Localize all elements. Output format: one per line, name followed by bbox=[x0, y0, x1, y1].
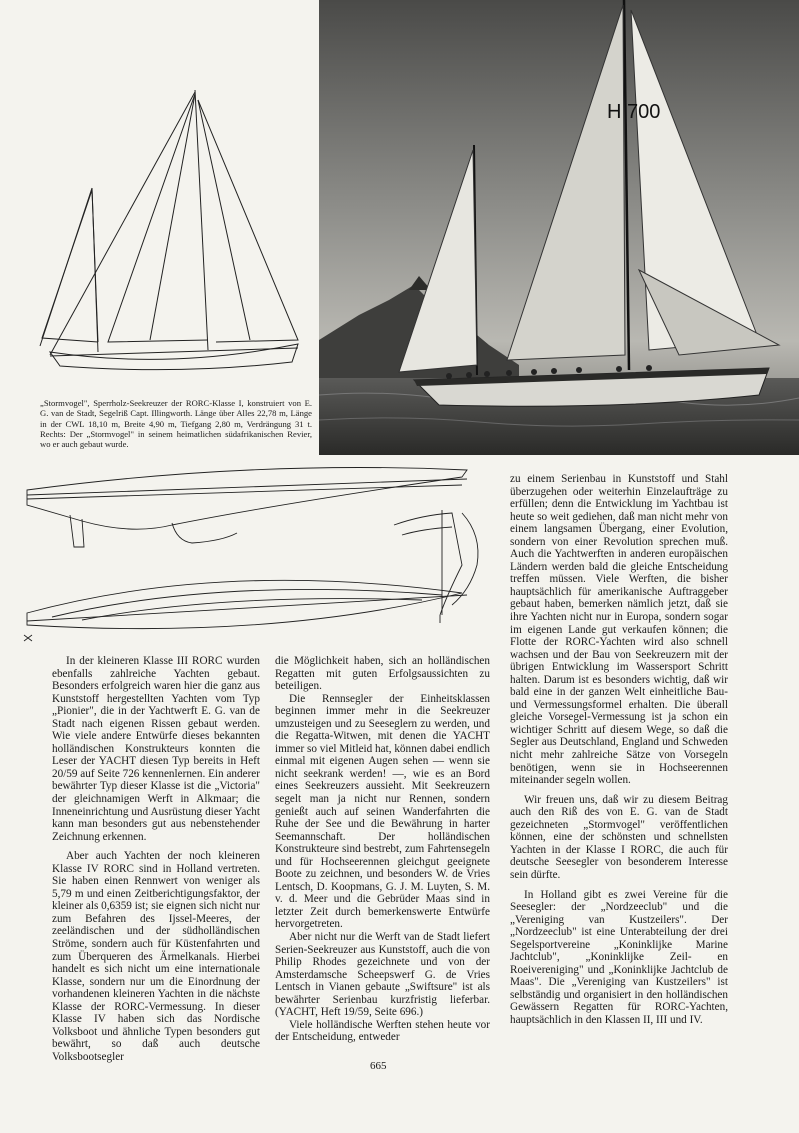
text-column-3 bbox=[510, 473, 728, 1027]
sail-number: H 700 bbox=[607, 101, 661, 123]
hull-lines-drawing bbox=[22, 465, 492, 655]
stormvogel-photo bbox=[319, 0, 799, 455]
text-column-1 bbox=[52, 655, 260, 1064]
page-number: 665 bbox=[370, 1060, 387, 1072]
figure-caption bbox=[40, 398, 312, 449]
paragraph: Die Rennsegler der Einheitsklassen beginnen immer mehr in die Seekreuzer umzusteigen und zu Seeseglern zu werden, und die Regatta-Witwen, mit denen die YACHT immer so viel Mitleid hat, können dabei endlich einmal mit eigenen Augen sehen — wenn sie nicht seekrank werden! —, wie es an Bord eines Seekreuzers aussieht. Mit Seekreuzern segelt man ja nicht nur Rennen, sondern genießt auch auf seinen Wanderfahrten die Ruhe der See und die Bewährung in harter Seemannschaft. Der holländischen Konstrukteure sind bestrebt, zum Fahrtensegeln und für Hochseerennen gleichgut geeignete Boote zu zeichnen, und besonders W. de Vries Lentsch, D. Koopmans, G. J. M. Luyten, S. M. v. d. Meer und die Gebrüder Maas sind in letzter Zeit durch bemerkenswerte Entwürfe hervorgetreten. bbox=[275, 692, 490, 931]
paragraph: die Möglichkeit haben, sich an holländischen Regatten mit guten Erfolgsaussichten zu beteiligen. bbox=[275, 655, 490, 693]
paragraph: In Holland gibt es zwei Vereine für die Seesegler: der „Nordzeeclub" und die „Vereniging van Kustzeilers". Der „Nordzeeclub" ist eine Unterabteilung der drei Segelsportvereine „Koninklijke Marine Jachtclub", „Koninklijke Zeil- en Roeivereniging" und „Koninklijke Jachtclub de Maas". Die „Vereniging van Kustzeilers" ist selbständig und organisiert in den holländischen Gewässern Regatten für RORC-Yachten, hauptsächlich in den Klassen II, III und IV. bbox=[510, 888, 728, 1026]
paragraph: Wir freuen uns, daß wir zu diesem Beitrag auch den Riß des von E. G. van de Stadt gezeichneten „Stormvogel" veröffentlichen können, eine der schönsten und schnellsten Yachten in der Klasse I RORC, die auch für deutsche Seesegler von besonderem Interesse sein dürfte. bbox=[510, 793, 728, 881]
sail-plan-drawing bbox=[30, 70, 315, 380]
caption-text: „Stormvogel", Sperrholz-Seekreuzer der RORC-Klasse I, konstruiert von E. G. van de Stadt, Segelriß Capt. Illingworth. Länge über Alles 22,78 m, Länge in der CWL 18,10 m, Breite 4,90 m, Tiefgang 2,80 m, Verdrängung 31 t. Rechts: Der „Stormvogel" in seinem heimatlichen südafrikanischen Revier, wo er auch gebaut wurde. bbox=[40, 398, 312, 450]
paragraph: Aber nicht nur die Werft van de Stadt liefert Serien-Seekreuzer aus Kunststoff, auch die von Philip Rhodes gezeichnete und von der Amsterdamsche Scheepswerf G. de Vries Lentsch in Vianen gebaute „Swiftsure" ist als bewährter Serienbau kurzfristig lieferbar. (YACHT, Heft 19/59, Seite 696.) bbox=[275, 931, 490, 1019]
paragraph: Aber auch Yachten der noch kleineren Klasse IV RORC sind in Holland vertreten. Sie haben einen Rennwert von weniger als 5,79 m und einen Zeitberichtigungsfaktor, der kleiner als 0,6359 ist; sie eignen sich nicht nur zum Befahren des Ijssel-Meeres, der zeeländischen und der südholländischen Ströme, sondern auch für Küstenfahrten und zum Überqueren des Ärmelkanals. Hierbei handelt es sich nicht um eine internationale Klasse, sondern nur um die Einordnung der vorhandenen kleineren Yachten in die nächste Klasse der RORC-Vermessung. In dieser Klasse IV haben sich das Nordische Volksboot und ähnliche Typen besonders gut bewährt, so daß auch deutsche Volksbootsegler bbox=[52, 850, 260, 1063]
paragraph: Viele holländische Werften stehen heute vor der Entscheidung, entweder bbox=[275, 1018, 490, 1044]
text-column-2 bbox=[275, 655, 490, 1044]
paragraph: zu einem Serienbau in Kunststoff und Stahl überzugehen oder weiterhin Einzelaufträge zu erfüllen; denn die Entwicklung im Yachtbau ist heute so weit gediehen, daß man nicht mehr von einem langsamen Übergang, einer Evolution, sondern von einer Revolution sprechen muß. Auch die Yachtwerften in anderen europäischen Ländern werden bald die gleiche Entscheidung treffen müssen. Viele Werften, die bisher hauptsächlich für amerikanische Auftraggeber gebaut haben, bemerken nämlich jetzt, daß sie ihre Yachten nicht nur in Europa, sondern sogar im eigenen Lande gut verkaufen können; die Flotte der RORC-Yachten wird also schnell wachsen und der Bau von Seekreuzern mit der übrigen Entwicklung im Wassersport Schritt halten. Darum ist es besonders wichtig, daß wir bald eine in der ganzen Welt einheitliche Bau- und Vermessungsformel erhalten. Die überall gleiche Vorsegel-Vermessung ist ja schon ein wichtiger Schritt auf diesem Wege, so daß die Segler aus Deutschland, England und Schweden nicht mehr zahlreiche Sätze von Vorsegeln benötigen, wenn sie in Hochseerennen miteinander segeln wollen. bbox=[510, 473, 728, 787]
paragraph: In der kleineren Klasse III RORC wurden ebenfalls zahlreiche Yachten gebaut. Besonders erfolgreich waren hier die ganz aus Kunststoff hergestellten Yachten vom Typ „Pionier", die in der Yachtwerft E. G. van de Stadt nach eigenen Rissen gebaut werden. Wie viele andere Entwürfe dieses bekannten holländischen Konstrukteurs konnten die Leser der YACHT diesen Typ bereits in Heft 20/59 auf Seite 726 kennenlernen. Ein anderer bewährter Typ dieser Klasse ist die „Victoria" der gleichnamigen Werft in Alkmaar; die Inneneinrichtung und Ausrüstung dieser Yacht kann man besonders gut aus nebenstehender Zeichnung erkennen. bbox=[52, 655, 260, 843]
